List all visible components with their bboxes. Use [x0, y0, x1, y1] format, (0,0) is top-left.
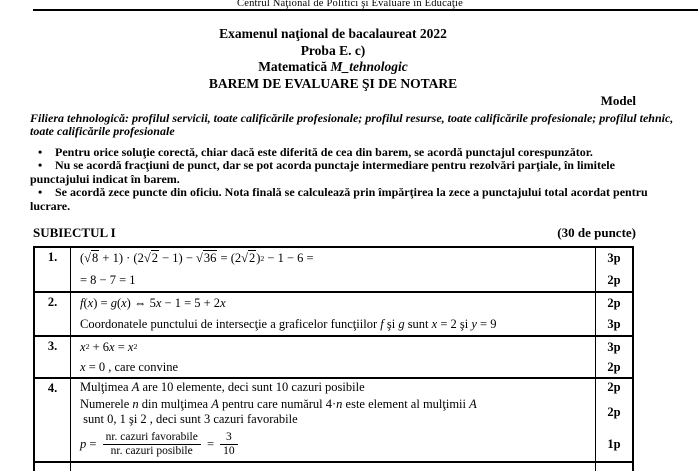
text-segment: y [471, 317, 477, 332]
text-segment: (2 [230, 251, 242, 266]
line-points: 3p [595, 248, 632, 270]
text-segment: ) − [178, 251, 197, 266]
line-points: 2p [595, 396, 632, 428]
text-segment: ) ⇔ 5 [126, 296, 156, 311]
row-line [71, 270, 632, 292]
line-content: x 2 + 6 x = x 2 [80, 339, 138, 354]
row-line [71, 248, 632, 270]
text-segment: = 0 , care convine [85, 359, 178, 374]
row-line [71, 379, 632, 396]
text-segment: + 6 [89, 339, 109, 354]
row-line [71, 293, 632, 314]
radical-sign: √ [196, 251, 203, 266]
line-content [71, 357, 595, 377]
text-segment: = [217, 251, 231, 266]
square-root [241, 251, 256, 266]
fraction [103, 431, 201, 458]
line-content [71, 293, 595, 314]
square-root [144, 251, 159, 266]
text-segment: n [336, 397, 343, 412]
line-points: 3p [595, 337, 632, 357]
line-points: 2p [595, 357, 632, 377]
bullet-text: Se acordă zece puncte din oficiu. Nota finală se calculează prin împărţirea la zece a punctajului total acordat pentru lucrare. [30, 185, 648, 213]
bullet-glyph: • [38, 144, 43, 159]
line-points: 2p [595, 293, 632, 314]
line-points [595, 463, 632, 471]
row-number: 3. [35, 337, 71, 377]
text-segment: n [132, 397, 139, 412]
text-segment: Numerele [80, 397, 133, 412]
radical-sign: √ [143, 251, 151, 266]
text-segment: ) = [93, 296, 111, 311]
table-row-1 [35, 248, 632, 293]
section-points: (30 de puncte) [557, 225, 636, 241]
text-segment: şi [383, 317, 399, 332]
subject-title [30, 59, 636, 76]
text-segment: x [87, 296, 94, 311]
text-segment: sunt 0, 1 şi 2 , deci sunt 3 cazuri favorabile [80, 412, 298, 427]
text-segment: = 8 − 7 = 1 [80, 272, 136, 287]
text-segment: x [431, 317, 438, 332]
text-segment: are 10 elemente, deci sunt 10 cazuri posibile [139, 380, 365, 395]
text-segment: A [211, 397, 219, 412]
fraction-denominator: 10 [223, 445, 235, 458]
line-content: ( √8 + 1 ) · ( 2 √2 − 1 ) − √36 = (2 √2 ) 2 − 1 − 6 = [80, 251, 314, 266]
bullet-item-1 [30, 146, 672, 160]
bullet-glyph: • [38, 185, 43, 200]
row-line [71, 463, 632, 471]
line-content [71, 396, 595, 428]
barem-table [33, 246, 634, 471]
title-block [30, 26, 636, 92]
section-row [33, 225, 636, 241]
line-content [71, 379, 595, 396]
subject-regular: Matematică [258, 59, 328, 74]
row-line [71, 396, 632, 428]
row-line [71, 314, 632, 335]
bullet-list [0, 146, 700, 214]
radicand: 8 [92, 251, 99, 266]
text-segment: = 9 [476, 317, 497, 332]
row-lines [71, 379, 632, 461]
square-root [84, 251, 99, 266]
fraction-numerator: nr. cazuri favorabile [103, 431, 201, 445]
text-segment: x [127, 339, 134, 354]
table-row-partial [35, 463, 632, 471]
text-segment: + 1 [99, 251, 119, 266]
text-segment: x [220, 296, 226, 311]
text-segment: x [109, 339, 115, 354]
line-content [71, 270, 595, 292]
proba-title: Proba E. c) [300, 42, 366, 58]
text-segment: f [380, 317, 384, 332]
text-segment: g [398, 317, 405, 332]
text-segment: p [80, 437, 87, 452]
text-segment: ( [83, 296, 88, 311]
bullet-item-3 [30, 186, 672, 213]
row-lines [71, 248, 632, 291]
radicand: 2 [151, 251, 158, 266]
text-segment: f [80, 296, 84, 311]
line-points: 2p [595, 270, 632, 292]
line-points: 3p [595, 314, 632, 335]
text-segment: A [469, 397, 477, 412]
filiera-note: Filiera tehnologică: profilul servicii, toate calificările profesionale; profilul resurse, toate calificările profesionale; profilul tehnic, toate calificările profesionale [30, 111, 674, 138]
text-segment: − 1 − 6 = [264, 251, 314, 266]
row-lines [71, 337, 632, 377]
row-lines [71, 293, 632, 335]
text-segment: din mulţimea [138, 397, 212, 412]
header-rule [33, 9, 698, 11]
subject-italic: M_tehnologic [330, 59, 408, 74]
table-row-3 [35, 337, 632, 379]
text-segment: A [131, 380, 140, 395]
line-points: 1p [595, 428, 632, 461]
text-segment: = [114, 339, 128, 354]
radicand: 2 [249, 251, 256, 266]
text-segment: g [110, 296, 117, 311]
radical-sign: √ [241, 251, 248, 266]
text-segment: = [203, 437, 218, 452]
text-segment: − 1 = 5 + 2 [161, 296, 221, 311]
fraction-numerator: 3 [220, 431, 238, 445]
row-line [71, 428, 632, 461]
text-segment: x [80, 339, 86, 354]
line-content [71, 314, 595, 335]
model-label: Model [600, 93, 636, 108]
row-line [71, 337, 632, 357]
bullet-item-2 [30, 159, 672, 186]
text-segment: sunt [404, 317, 432, 332]
radical-sign: √ [84, 251, 92, 266]
text-segment: ) · ( [118, 251, 138, 266]
line-content [71, 428, 595, 461]
row-number [35, 463, 71, 471]
radicand: 36 [203, 251, 217, 266]
text-segment: x [121, 296, 127, 311]
text-segment: = 2 şi [437, 317, 472, 332]
exam-title: Examenul naţional de bacalaureat 2022 [219, 26, 447, 41]
square-root [196, 251, 217, 266]
barem-title: BAREM DE EVALUARE ŞI DE NOTARE [208, 75, 458, 91]
text-segment: este element al mulţimii [342, 397, 470, 412]
text-segment: − 1 [158, 251, 179, 266]
table-row-2 [35, 293, 632, 337]
text-segment: Coordonatele punctului de intersecţie a graficelor funcţiilor [80, 317, 381, 332]
row-lines [71, 463, 632, 471]
fraction-denominator: nr. cazuri posibile [110, 445, 193, 458]
text-segment: pentru care numărul 4· [218, 397, 337, 412]
text-segment: 2 [137, 251, 144, 266]
text-segment: = [86, 437, 100, 452]
row-line [71, 357, 632, 377]
section-title: SUBIECTUL I [33, 225, 116, 241]
institution-header: Centrul Naţional de Politici şi Evaluare în Educaţie [237, 0, 463, 9]
line-points: 2p [595, 379, 632, 396]
text-segment: ( [80, 251, 85, 266]
text-segment: ( [116, 296, 122, 311]
bullet-text: Pentru orice soluţie corectă, chiar dacă este diferită de cea din barem, se acordă punctajul corespunzător. [55, 144, 593, 159]
text-segment: Mulţimea [80, 380, 132, 395]
row-number: 4. [35, 379, 71, 461]
text-segment: ) [256, 251, 261, 266]
row-number: 1. [35, 248, 71, 291]
line-content [71, 463, 595, 471]
fraction [220, 431, 238, 458]
bullet-text: Nu se acordă fracţiuni de punct, dar se pot acorda punctaje intermediare pentru rezolvări parţiale, în limitele punctajului indicat în barem. [30, 158, 615, 186]
text-segment: x [155, 296, 162, 311]
text-segment: x [80, 359, 86, 374]
row-number: 2. [35, 293, 71, 335]
bullet-glyph: • [38, 158, 43, 173]
table-row-4 [35, 379, 632, 463]
